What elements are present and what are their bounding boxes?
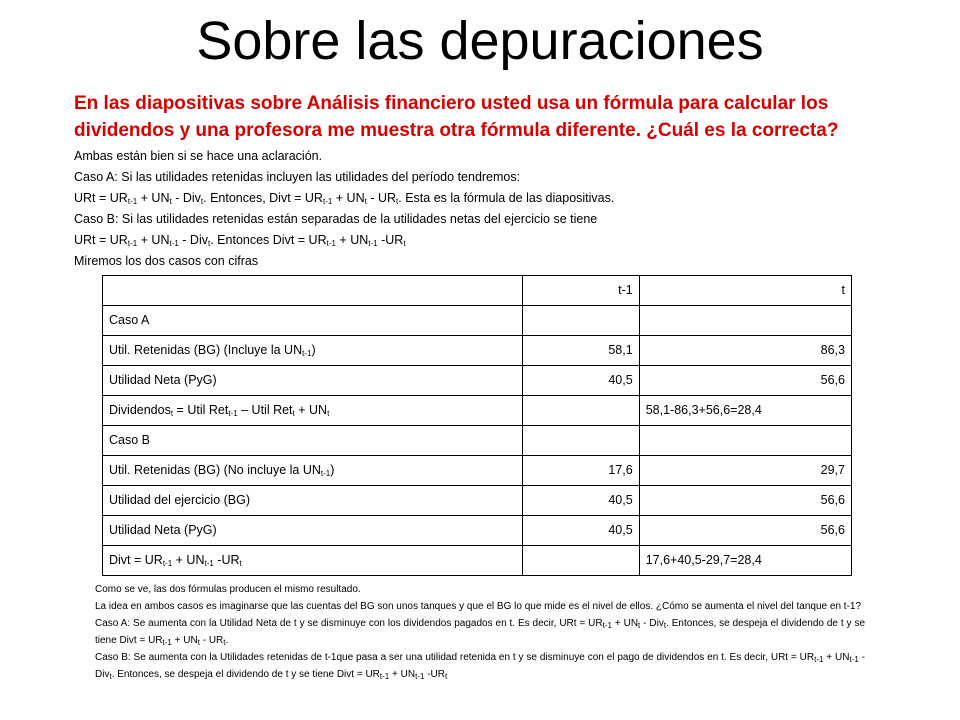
table-row — [103, 486, 852, 516]
table-cell: 56,6 — [639, 366, 851, 396]
table-cell: 29,7 — [639, 456, 851, 486]
intro-line-3-formula-a: URt = $UR_{t-1} + UN_t - Div_t$. Entonces, Divt = $UR_{t-1} + UN_t - UR_t$. Esta es la fórmula de las diapositivas. — [74, 191, 615, 206]
table-row — [103, 456, 852, 486]
table-cell: 17,6+40,5-29,7=28,4 — [639, 546, 851, 576]
figures-table — [102, 275, 852, 576]
table-cell: 40,5 — [523, 366, 639, 396]
note-3: Caso A: Se aumenta con la Utilidad Neta de t y se disminuye con los dividendos pagados en t. Es decir, URt = $UR_{t-1} + UN_t - Div_t$. Entonces, se despeja el dividendo de t y se tiene Divt = $UR_{t-1} + UN_t - UR_t$. — [95, 618, 866, 647]
table-cell — [639, 306, 851, 336]
table-row — [103, 426, 852, 456]
table-cell — [523, 546, 639, 576]
notes-block — [95, 581, 865, 683]
table-row — [103, 306, 852, 336]
question-text — [74, 90, 894, 144]
table-cell: 86,3 — [639, 336, 851, 366]
intro-line-6: Miremos los dos casos con cifras — [74, 254, 259, 268]
row-label: Dividendos$_t$ = Util Ret$_{t-1}$ – Util $Ret_t + UN_t$ — [103, 396, 523, 426]
row-label: Divt = $UR_{t-1} + UN_{t-1}$ $-UR_t$ — [103, 546, 523, 576]
slide-title: Sobre las depuraciones — [196, 11, 764, 71]
question-body: En las diapositivas sobre Análisis financiero usted usa un fórmula para calcular los dividendos y una profesora me muestra otra fórmula diferente. ¿Cuál es la correcta? — [74, 93, 839, 141]
table-cell — [523, 396, 639, 426]
row-label: Util. Retenidas (BG) (No incluye la $UN_{t-1}$) — [103, 456, 523, 486]
table-cell — [103, 276, 523, 306]
caso-b-label: Caso B — [103, 426, 523, 456]
header-t: t — [639, 276, 851, 306]
row-label: Utilidad del ejercicio (BG) — [103, 486, 523, 516]
table-cell — [523, 306, 639, 336]
row-label: Utilidad Neta (PyG) — [103, 366, 523, 396]
table-cell: 56,6 — [639, 486, 851, 516]
intro-line-4: Caso B: Si las utilidades retenidas están separadas de la utilidades netas del ejercicio se tiene — [74, 212, 598, 226]
intro-block — [74, 146, 894, 272]
intro-line-5-formula-b: URt = $UR_{t-1} + UN_{t-1} - Div_t$. Entonces Divt = $UR_{t-1} + UN_{t-1}$ $-UR_t$ — [74, 233, 406, 248]
table-cell — [639, 426, 851, 456]
table-row — [103, 396, 852, 426]
table-row — [103, 276, 852, 306]
note-4: Caso B: Se aumenta con la Utilidades retenidas de t-1que pasa a ser una utilidad retenida en t y se disminuye con el pago de dividendos en t. Es decir, URt = $UR_{t-1} + UN_{t-1} - Div_t$. Entonces, se despeja el dividendo de t y se tiene Divt = $UR_{t-1} + UN_{t-1}$ $-UR_t$ — [95, 652, 866, 681]
table-row — [103, 336, 852, 366]
note-1: Como se ve, las dos fórmulas producen el mismo resultado. — [95, 584, 361, 595]
intro-line-1: Ambas están bien si se hace una aclaración. — [74, 149, 323, 163]
table-row — [103, 516, 852, 546]
table-cell: 40,5 — [523, 516, 639, 546]
row-label: Utilidad Neta (PyG) — [103, 516, 523, 546]
note-2: La idea en ambos casos es imaginarse que las cuentas del BG son unos tanques y que el BG lo que mide es el nivel de ellos. ¿Cómo se aumenta el nivel del tanque en t-1? — [95, 601, 862, 612]
row-label: Util. Retenidas (BG) (Incluye la $UN_{t-1}$) — [103, 336, 523, 366]
table-cell: 40,5 — [523, 486, 639, 516]
caso-a-label: Caso A — [103, 306, 523, 336]
table-row — [103, 546, 852, 576]
table-cell: 58,1 — [523, 336, 639, 366]
header-t-minus-1: t-1 — [523, 276, 639, 306]
table-cell: 56,6 — [639, 516, 851, 546]
table-row — [103, 366, 852, 396]
table-cell: 17,6 — [523, 456, 639, 486]
table-cell: 58,1-86,3+56,6=28,4 — [639, 396, 851, 426]
table-cell — [523, 426, 639, 456]
intro-line-2: Caso A: Si las utilidades retenidas incluyen las utilidades del período tendremos: — [74, 170, 521, 184]
